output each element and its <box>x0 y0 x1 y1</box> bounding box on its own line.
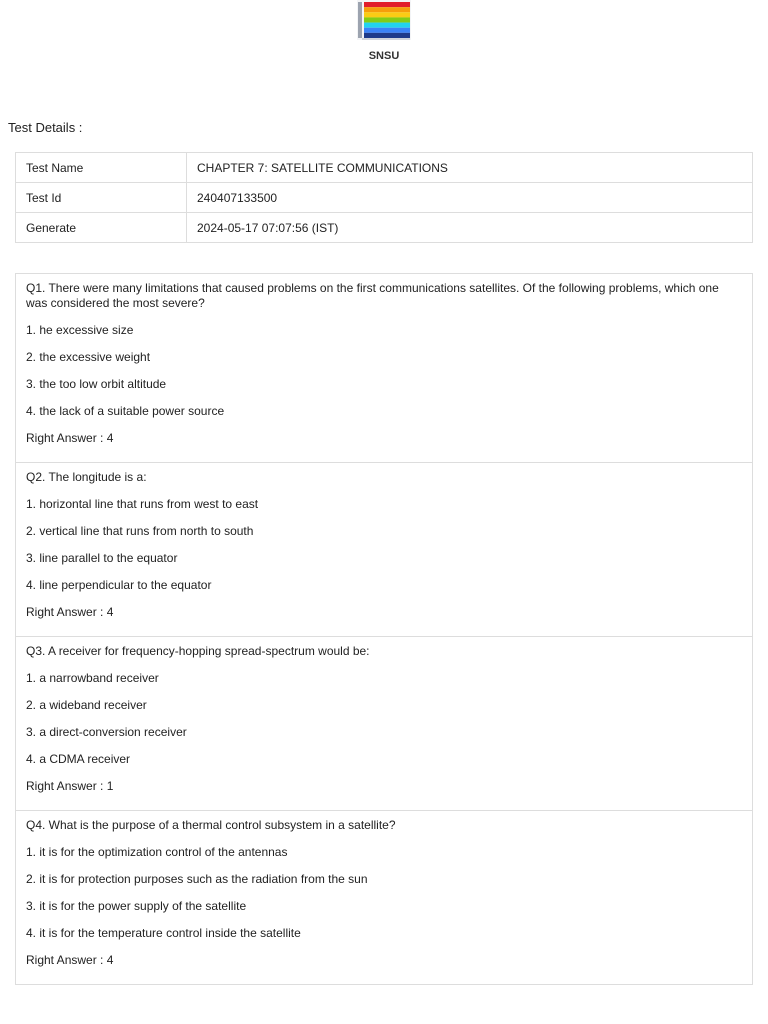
question-text: Q2. The longitude is a: <box>26 470 147 484</box>
answer-option: 2. a wideband receiver <box>26 698 147 712</box>
answer-option: 3. a direct-conversion receiver <box>26 725 187 739</box>
answer-option: 1. a narrowband receiver <box>26 671 159 685</box>
answer-option: 4. the lack of a suitable power source <box>26 404 225 418</box>
answer-option: 3. it is for the power supply of the satellite <box>26 899 247 913</box>
answer-option: 4. line perpendicular to the equator <box>26 578 212 592</box>
logo-band <box>364 28 410 33</box>
question-text: Q4. What is the purpose of a thermal control subsystem in a satellite? <box>26 818 396 832</box>
detail-label: Test Id <box>16 183 187 213</box>
detail-label: Test Name <box>16 153 187 183</box>
snsu-logo <box>354 0 414 42</box>
logo-band <box>364 2 410 7</box>
answer-option: 1. horizontal line that runs from west to east <box>26 497 259 511</box>
question-block <box>16 636 752 810</box>
answer-option: 1. he excessive size <box>26 323 134 337</box>
question-text: Q3. A receiver for frequency-hopping spread-spectrum would be: <box>26 644 370 658</box>
table-row <box>16 213 753 243</box>
question-block <box>16 810 752 984</box>
page-header <box>0 0 768 62</box>
test-details-table <box>15 152 753 243</box>
right-answer: Right Answer : 1 <box>26 779 114 793</box>
detail-label: Generate <box>16 213 187 243</box>
brand-name: SNSU <box>368 50 400 62</box>
test-details-title: Test Details : <box>8 120 83 135</box>
question-text: Q1. There were many limitations that caused problems on the first communications satellites. Of the following problems, which one was considered the most severe? <box>26 281 719 310</box>
table-row <box>16 183 753 213</box>
answer-option: 3. line parallel to the equator <box>26 551 178 565</box>
question-block <box>16 462 752 636</box>
logo-band <box>364 23 410 28</box>
answer-option: 2. the excessive weight <box>26 350 151 364</box>
question-block <box>16 274 752 462</box>
right-answer: Right Answer : 4 <box>26 953 114 967</box>
detail-value: CHAPTER 7: SATELLITE COMMUNICATIONS <box>187 153 753 183</box>
detail-value: 240407133500 <box>187 183 753 213</box>
answer-option: 4. it is for the temperature control inside the satellite <box>26 926 301 940</box>
answer-option: 2. it is for protection purposes such as the radiation from the sun <box>26 872 368 886</box>
logo-band <box>364 33 410 38</box>
right-answer: Right Answer : 4 <box>26 431 114 445</box>
answer-option: 3. the too low orbit altitude <box>26 377 167 391</box>
logo-band <box>364 17 410 22</box>
logo-band <box>364 12 410 17</box>
detail-value: 2024-05-17 07:07:56 (IST) <box>187 213 753 243</box>
answer-option: 2. vertical line that runs from north to south <box>26 524 254 538</box>
answer-option: 4. a CDMA receiver <box>26 752 131 766</box>
right-answer: Right Answer : 4 <box>26 605 114 619</box>
table-row <box>16 153 753 183</box>
questions-list <box>15 273 753 985</box>
logo-band <box>364 7 410 12</box>
answer-option: 1. it is for the optimization control of the antennas <box>26 845 288 859</box>
